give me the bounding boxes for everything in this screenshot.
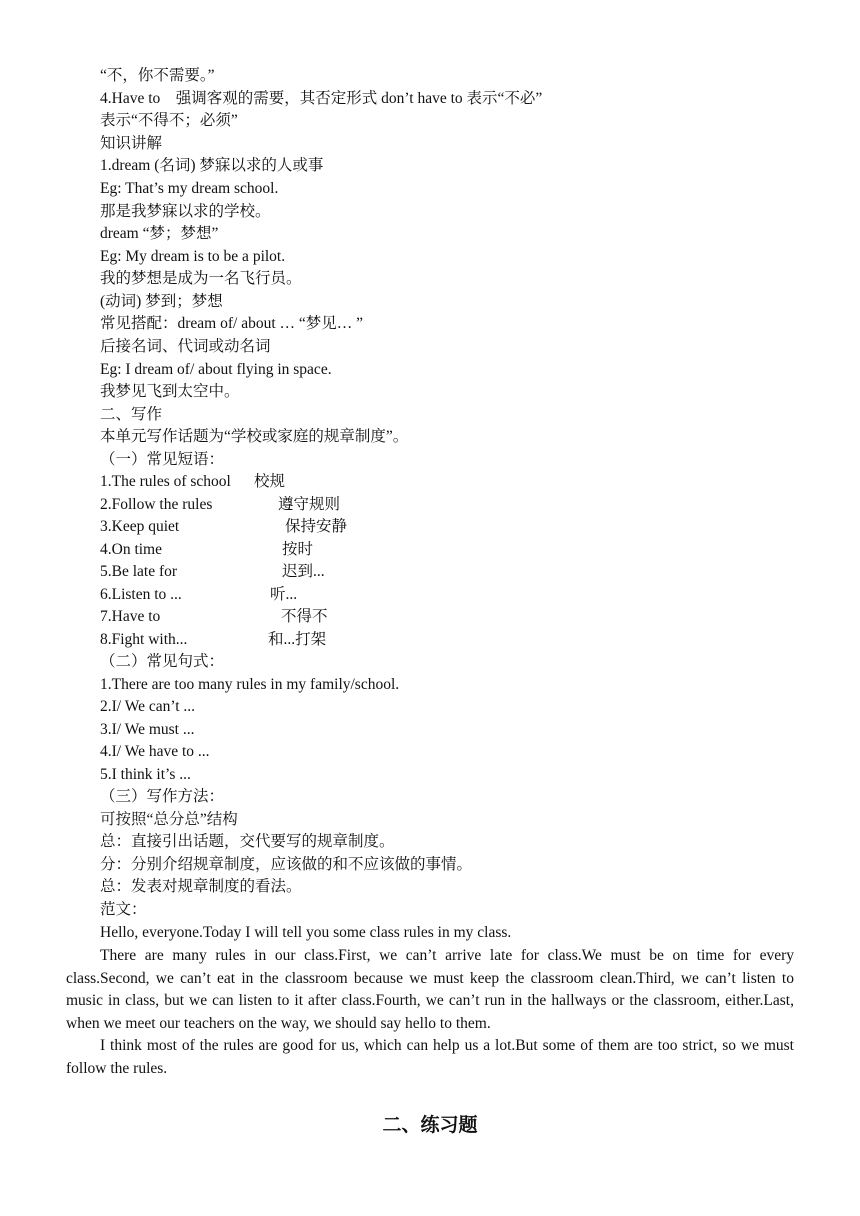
section-label: 知识讲解 — [100, 135, 163, 152]
phrase-item — [100, 540, 314, 560]
phrase-chinese: 遵守规则 — [278, 496, 341, 513]
phrase-english: 7.Have to — [100, 608, 161, 625]
phrase-chinese: 和...打架 — [268, 631, 327, 648]
text-line: 4.Have to 强调客观的需要，其否定形式 don’t have to 表示“不必” — [100, 90, 543, 107]
sentence-pattern: 4.I/ We have to ... — [100, 743, 210, 760]
phrase-item — [100, 607, 328, 627]
text-line: 那是我梦寐以求的学校。 — [100, 203, 271, 220]
text-line: 常见搭配：dream of/ about … “梦见… ” — [100, 315, 364, 332]
phrase-english: 4.On time — [100, 541, 162, 558]
phrase-english: 2.Follow the rules — [100, 496, 213, 513]
phrase-chinese: 听... — [270, 586, 298, 603]
phrase-english: 5.Be late for — [100, 563, 178, 580]
text-line: “不，你不需要。” — [100, 67, 215, 84]
phrase-item — [100, 562, 325, 582]
text-line: 可按照“总分总”结构 — [100, 811, 238, 828]
text-line: 范文： — [100, 901, 147, 918]
sentence-pattern: 3.I/ We must ... — [100, 721, 195, 738]
text-line: 表示“不得不；必须” — [100, 112, 238, 129]
example-line: Eg: My dream is to be a pilot. — [100, 248, 286, 265]
sentence-pattern: 5.I think it’s ... — [100, 766, 191, 783]
text-line: 我的梦想是成为一名飞行员。 — [100, 270, 302, 287]
text-line: 后接名词、代词或动名词 — [100, 338, 271, 355]
phrase-item — [100, 585, 298, 605]
phrase-english: 3.Keep quiet — [100, 518, 180, 535]
phrase-item — [100, 630, 327, 650]
phrase-chinese: 按时 — [282, 541, 314, 558]
text-line: 总：发表对规章制度的看法。 — [100, 878, 302, 895]
text-line: 1.dream (名词) 梦寐以求的人或事 — [100, 157, 324, 174]
text-line: 我梦见飞到太空中。 — [100, 383, 240, 400]
section-heading: 二、练习题 — [382, 1114, 478, 1136]
text-line: 本单元写作话题为“学校或家庭的规章制度”。 — [100, 428, 409, 445]
phrase-item — [100, 517, 348, 537]
text-line: dream “梦；梦想” — [100, 225, 219, 242]
phrase-chinese: 迟到... — [282, 563, 325, 580]
phrase-english: 8.Fight with... — [100, 631, 188, 648]
phrase-chinese: 校规 — [254, 473, 286, 490]
subsection-label: （三）写作方法： — [100, 788, 225, 805]
example-line: Eg: I dream of/ about flying in space. — [100, 361, 332, 378]
phrase-english: 6.Listen to ... — [100, 586, 182, 603]
text-line: 总：直接引出话题，交代要写的规章制度。 — [100, 833, 395, 850]
section-label: 二、写作 — [100, 406, 163, 423]
subsection-label: （二）常见句式： — [100, 653, 225, 670]
phrase-chinese: 不得不 — [281, 608, 328, 625]
example-line: Eg: That’s my dream school. — [100, 180, 279, 197]
text-line: (动词) 梦到；梦想 — [100, 293, 223, 310]
subsection-label: （一）常见短语： — [100, 451, 225, 468]
sentence-pattern: 2.I/ We can’t ... — [100, 698, 196, 715]
phrase-chinese: 保持安静 — [285, 518, 348, 535]
essay-paragraph: There are many rules in our class.First, we can’t arrive late for class.We must be on time for every class.Second, we can’t eat in the classroom because we must keep the classroom clean.Third, we can’t listen to music in class, but we can listen to it after class.Fourth, we can’t run in the hallways or the classroom, either.Last, when we meet our teachers on the way, we should say hello to them. — [66, 947, 794, 1032]
phrase-item — [100, 495, 341, 515]
sentence-pattern: 1.There are too many rules in my family/school. — [100, 676, 400, 693]
essay-opening: Hello, everyone.Today I will tell you some class rules in my class. — [100, 924, 512, 941]
phrase-english: 1.The rules of school — [100, 473, 231, 490]
essay-paragraph: I think most of the rules are good for us, which can help us a lot.But some of them are too strict, so we must follow the rules. — [66, 1037, 794, 1077]
text-line: 分：分别介绍规章制度，应该做的和不应该做的事情。 — [100, 856, 473, 873]
phrase-item — [100, 472, 286, 492]
